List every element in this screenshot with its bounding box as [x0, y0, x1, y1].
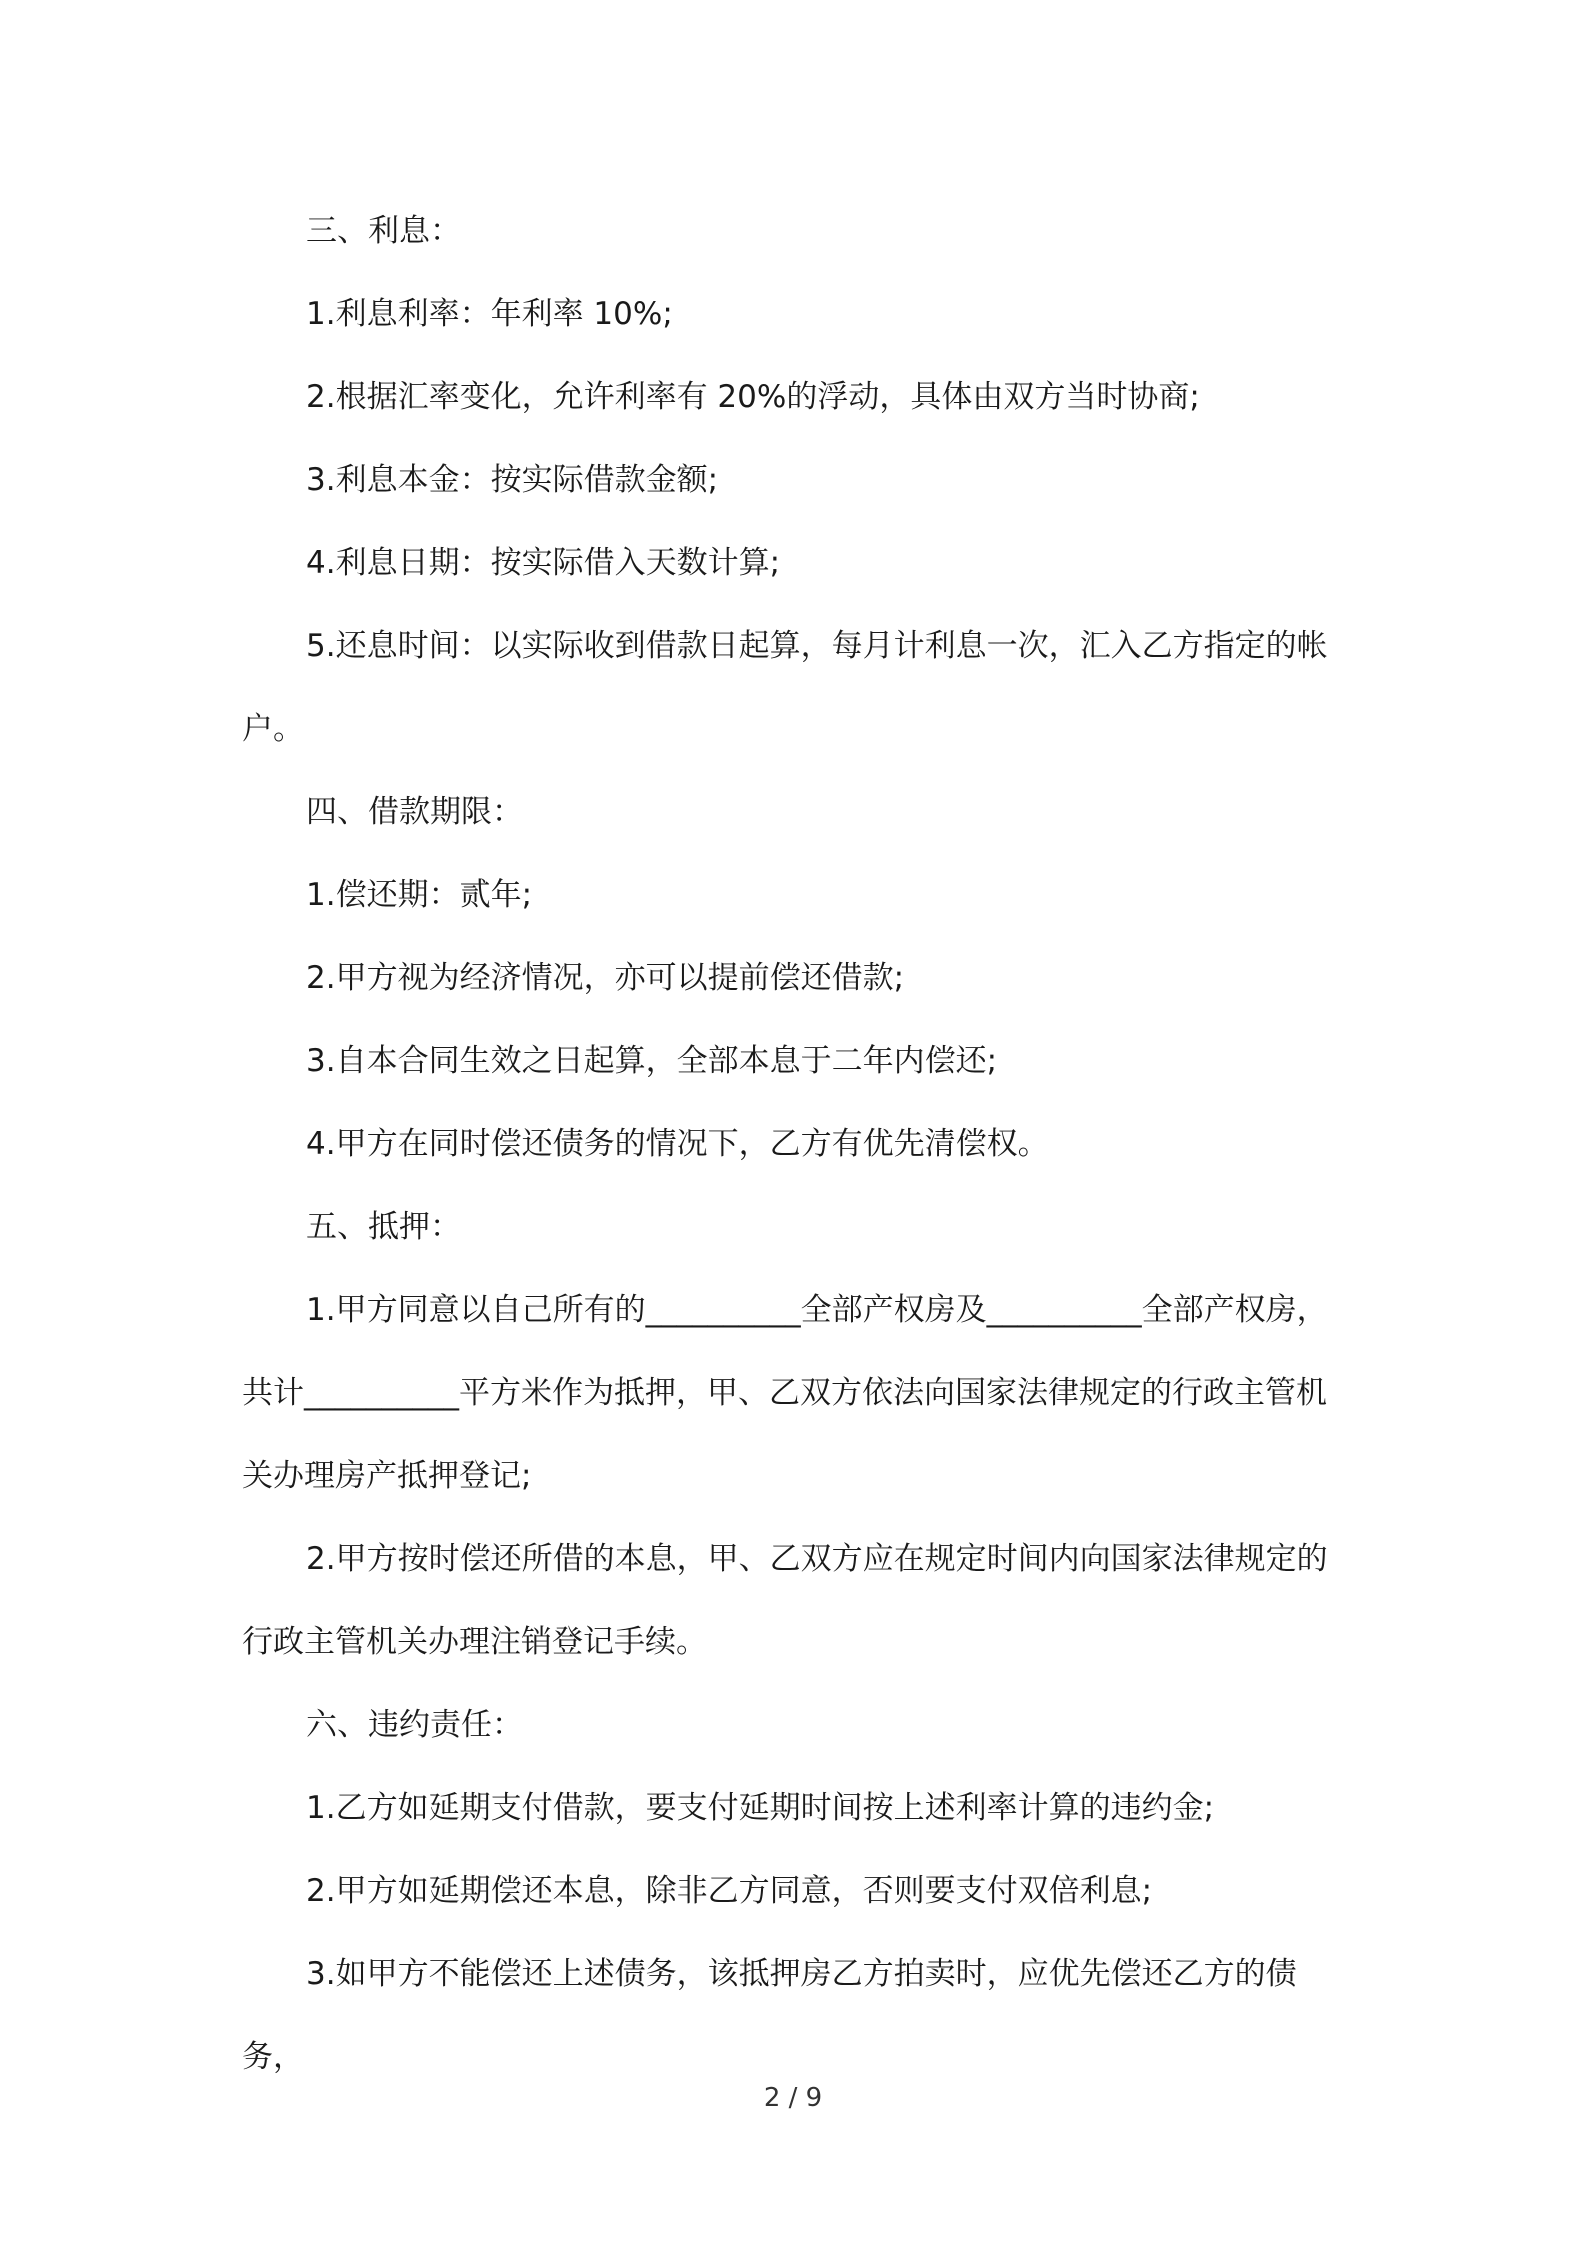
paragraph: 2.根据汇率变化，允许利率有 20%的浮动，具体由双方当时协商; [306, 379, 1200, 415]
paragraph: 3.如甲方不能偿还上述债务，该抵押房乙方拍卖时，应优先偿还乙方的债务， [242, 1956, 1297, 2075]
section-heading-liability: 六、违约责任： [306, 1707, 523, 1743]
paragraph: 1.甲方同意以自己所有的__________全部产权房及__________全部产权房，共计__________平方米作为抵押，甲、乙双方依法向国家法律规定的行政主管机关办理房产抵押登记; [242, 1292, 1328, 1494]
section-heading-mortgage: 五、抵押： [306, 1209, 461, 1245]
paragraph: 4.利息日期：按实际借入天数计算; [306, 545, 781, 581]
document-body [242, 190, 1352, 2099]
paragraph: 2.甲方按时偿还所借的本息，甲、乙双方应在规定时间内向国家法律规定的行政主管机关办理注销登记手续。 [242, 1541, 1328, 1660]
page-number: 2 / 9 [763, 2083, 823, 2113]
section-heading-interest: 三、利息： [306, 213, 461, 249]
paragraph: 1.利息利率：年利率 10%; [306, 296, 673, 332]
paragraph: 2.甲方视为经济情况，亦可以提前偿还借款; [306, 960, 905, 996]
paragraph: 4.甲方在同时偿还债务的情况下，乙方有优先清偿权。 [306, 1126, 1049, 1162]
paragraph: 1.乙方如延期支付借款，要支付延期时间按上述利率计算的违约金; [306, 1790, 1215, 1826]
paragraph: 3.自本合同生效之日起算，全部本息于二年内偿还; [306, 1043, 998, 1079]
paragraph: 5.还息时间：以实际收到借款日起算，每月计利息一次，汇入乙方指定的帐户。 [242, 628, 1328, 747]
paragraph: 3.利息本金：按实际借款金额; [306, 462, 719, 498]
paragraph: 1.偿还期：贰年; [306, 877, 533, 913]
section-heading-loan-term: 四、借款期限： [306, 794, 523, 830]
paragraph: 2.甲方如延期偿还本息，除非乙方同意，否则要支付双倍利息; [306, 1873, 1153, 1909]
